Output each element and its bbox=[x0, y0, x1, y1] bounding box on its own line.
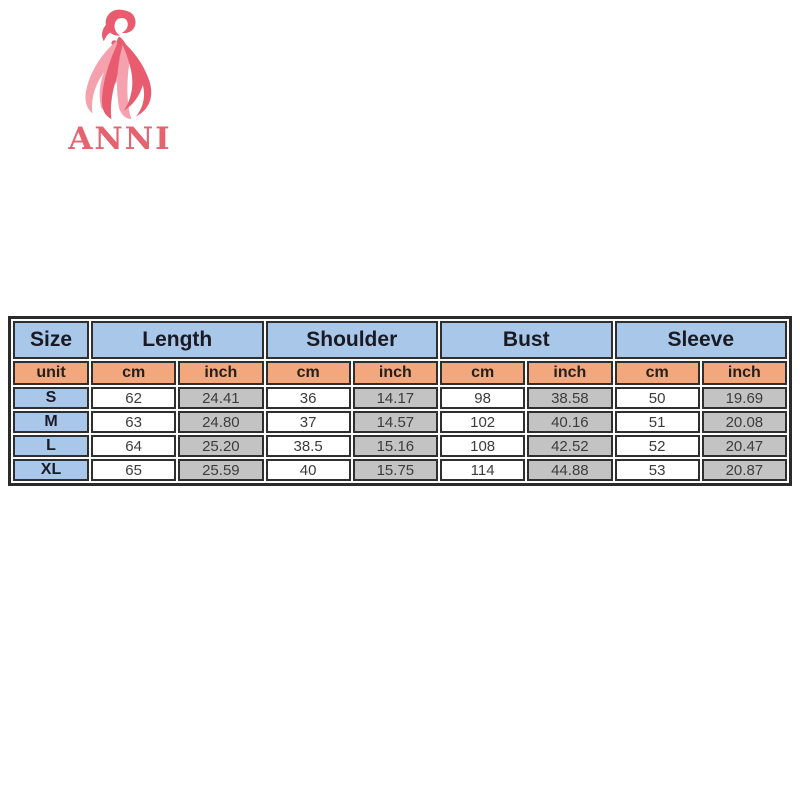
table-row bbox=[13, 387, 787, 409]
unit-cell: inch bbox=[353, 361, 438, 385]
size-cell: M bbox=[13, 411, 89, 433]
col-header-shoulder: Shoulder bbox=[266, 321, 439, 359]
value-cell: 24.80 bbox=[178, 411, 263, 433]
value-cell: 63 bbox=[91, 411, 176, 433]
value-cell: 52 bbox=[615, 435, 700, 457]
value-cell: 25.59 bbox=[178, 459, 263, 481]
table-row bbox=[13, 435, 787, 457]
value-cell: 40.16 bbox=[527, 411, 612, 433]
value-cell: 40 bbox=[266, 459, 351, 481]
value-cell: 102 bbox=[440, 411, 525, 433]
value-cell: 42.52 bbox=[527, 435, 612, 457]
size-chart-table bbox=[8, 316, 792, 486]
value-cell: 38.58 bbox=[527, 387, 612, 409]
group-header-row bbox=[13, 321, 787, 359]
size-cell: L bbox=[13, 435, 89, 457]
unit-cell: cm bbox=[615, 361, 700, 385]
brand-name: ANNI bbox=[68, 121, 172, 157]
unit-cell: cm bbox=[440, 361, 525, 385]
value-cell: 15.16 bbox=[353, 435, 438, 457]
value-cell: 64 bbox=[91, 435, 176, 457]
unit-row bbox=[13, 361, 787, 385]
woman-in-gown-icon bbox=[72, 8, 168, 122]
value-cell: 14.57 bbox=[353, 411, 438, 433]
unit-cell: inch bbox=[178, 361, 263, 385]
value-cell: 108 bbox=[440, 435, 525, 457]
value-cell: 15.75 bbox=[353, 459, 438, 481]
value-cell: 24.41 bbox=[178, 387, 263, 409]
value-cell: 38.5 bbox=[266, 435, 351, 457]
brand-logo bbox=[55, 8, 185, 155]
value-cell: 53 bbox=[615, 459, 700, 481]
table-row bbox=[13, 459, 787, 481]
value-cell: 114 bbox=[440, 459, 525, 481]
unit-cell: cm bbox=[266, 361, 351, 385]
value-cell: 20.87 bbox=[702, 459, 787, 481]
size-cell: XL bbox=[13, 459, 89, 481]
value-cell: 65 bbox=[91, 459, 176, 481]
value-cell: 62 bbox=[91, 387, 176, 409]
value-cell: 25.20 bbox=[178, 435, 263, 457]
col-header-bust: Bust bbox=[440, 321, 613, 359]
value-cell: 37 bbox=[266, 411, 351, 433]
unit-label-cell: unit bbox=[13, 361, 89, 385]
unit-cell: inch bbox=[702, 361, 787, 385]
table-row bbox=[13, 411, 787, 433]
unit-cell: cm bbox=[91, 361, 176, 385]
value-cell: 98 bbox=[440, 387, 525, 409]
value-cell: 14.17 bbox=[353, 387, 438, 409]
value-cell: 36 bbox=[266, 387, 351, 409]
col-header-sleeve: Sleeve bbox=[615, 321, 788, 359]
value-cell: 20.08 bbox=[702, 411, 787, 433]
value-cell: 50 bbox=[615, 387, 700, 409]
unit-cell: inch bbox=[527, 361, 612, 385]
value-cell: 19.69 bbox=[702, 387, 787, 409]
value-cell: 51 bbox=[615, 411, 700, 433]
value-cell: 20.47 bbox=[702, 435, 787, 457]
size-cell: S bbox=[13, 387, 89, 409]
col-header-length: Length bbox=[91, 321, 264, 359]
col-header-size: Size bbox=[13, 321, 89, 359]
value-cell: 44.88 bbox=[527, 459, 612, 481]
